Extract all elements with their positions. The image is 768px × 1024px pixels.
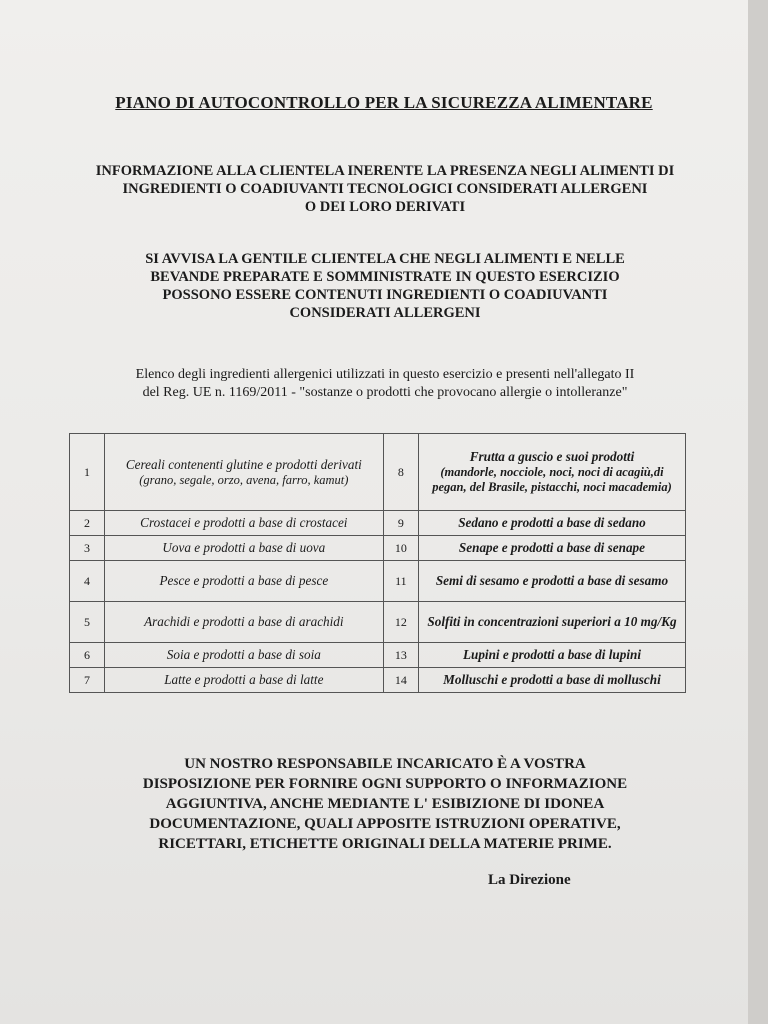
allergen-name: Senape e prodotti a base di senape (418, 536, 685, 561)
allergen-number: 5 (70, 602, 105, 643)
allergen-number: 2 (70, 511, 105, 536)
notice-line: BEVANDE PREPARATE E SOMMINISTRATE IN QUESTO ESERCIZIO (150, 269, 620, 285)
allergen-number: 8 (383, 434, 418, 511)
table-row (70, 536, 686, 561)
table-row (70, 561, 686, 602)
allergen-number: 6 (70, 643, 105, 668)
allergen-name: Lupini e prodotti a base di lupini (418, 643, 685, 668)
document-title: PIANO DI AUTOCONTROLLO PER LA SICUREZZA ALIMENTARE (115, 93, 653, 112)
allergen-title: Cereali contenenti glutine e prodotti derivati (125, 456, 362, 472)
allergen-name: Semi di sesamo e prodotti a base di sesamo (418, 561, 685, 602)
closing-line: UN NOSTRO RESPONSABILE INCARICATO È A VOSTRA (184, 756, 586, 772)
allergen-number: 3 (70, 536, 105, 561)
allergen-name: Molluschi e prodotti a base di molluschi (418, 668, 685, 693)
allergen-table (69, 433, 686, 693)
allergen-detail: (mandorle, nocciole, noci, noci di acagiù,di pegan, del Brasile, pistacchi, noci macademia) (432, 465, 672, 494)
notice-line: SI AVVISA LA GENTILE CLIENTELA CHE NEGLI ALIMENTI E NELLE (145, 251, 625, 267)
intro-line: del Reg. UE n. 1169/2011 - "sostanze o prodotti che provocano allergie o intolleranze" (142, 385, 628, 400)
allergen-number: 12 (383, 602, 418, 643)
signature: La Direzione (488, 872, 571, 888)
allergen-name: Solfiti in concentrazioni superiori a 10 mg/Kg (418, 602, 685, 643)
allergen-number: 10 (383, 536, 418, 561)
closing-line: RICETTARI, ETICHETTE ORIGINALI DELLA MATERIE PRIME. (158, 836, 612, 852)
info-line: O DEI LORO DERIVATI (304, 199, 466, 215)
allergen-number: 9 (383, 511, 418, 536)
allergen-number: 7 (70, 668, 105, 693)
allergen-number: 4 (70, 561, 105, 602)
customer-notice (40, 250, 730, 322)
allergen-name: Uova e prodotti a base di uova (104, 536, 383, 561)
regulation-intro (40, 366, 730, 402)
allergen-number: 14 (383, 668, 418, 693)
table-row (70, 643, 686, 668)
info-heading (40, 162, 730, 216)
info-line: INGREDIENTI O COADIUVANTI TECNOLOGICI CONSIDERATI ALLERGENI (122, 181, 648, 197)
allergen-title: Frutta a guscio e suoi prodotti (469, 449, 635, 464)
allergen-number: 1 (70, 434, 105, 511)
notice-line: CONSIDERATI ALLERGENI (289, 305, 481, 321)
allergen-name: Sedano e prodotti a base di sedano (418, 511, 685, 536)
allergen-number: 11 (383, 561, 418, 602)
intro-line: Elenco degli ingredienti allergenici utilizzati in questo esercizio e presenti nell'allegato II (135, 367, 635, 382)
closing-line: AGGIUNTIVA, ANCHE MEDIANTE L' ESIBIZIONE DI IDONEA (165, 796, 605, 812)
allergen-name: Soia e prodotti a base di soia (104, 643, 383, 668)
table-row (70, 434, 686, 511)
allergen-name: Arachidi e prodotti a base di arachidi (104, 602, 383, 643)
allergen-name: Pesce e prodotti a base di pesce (104, 561, 383, 602)
table-row (70, 511, 686, 536)
allergen-name: Crostacei e prodotti a base di crostacei (104, 511, 383, 536)
page-edge (748, 0, 768, 1024)
allergen-name: Latte e prodotti a base di latte (104, 668, 383, 693)
table-row (70, 668, 686, 693)
closing-line: DOCUMENTAZIONE, QUALI APPOSITE ISTRUZIONI OPERATIVE, (149, 816, 621, 832)
notice-line: POSSONO ESSERE CONTENUTI INGREDIENTI O COADIUVANTI (162, 287, 608, 303)
closing-statement (60, 754, 710, 854)
allergen-number: 13 (383, 643, 418, 668)
allergen-name (418, 434, 685, 511)
allergen-name (104, 434, 383, 511)
closing-line: DISPOSIZIONE PER FORNIRE OGNI SUPPORTO O INFORMAZIONE (142, 776, 628, 792)
table-row (70, 602, 686, 643)
allergen-detail: (grano, segale, orzo, avena, farro, kamut) (139, 472, 349, 487)
info-line: INFORMAZIONE ALLA CLIENTELA INERENTE LA PRESENZA NEGLI ALIMENTI DI (95, 163, 675, 179)
